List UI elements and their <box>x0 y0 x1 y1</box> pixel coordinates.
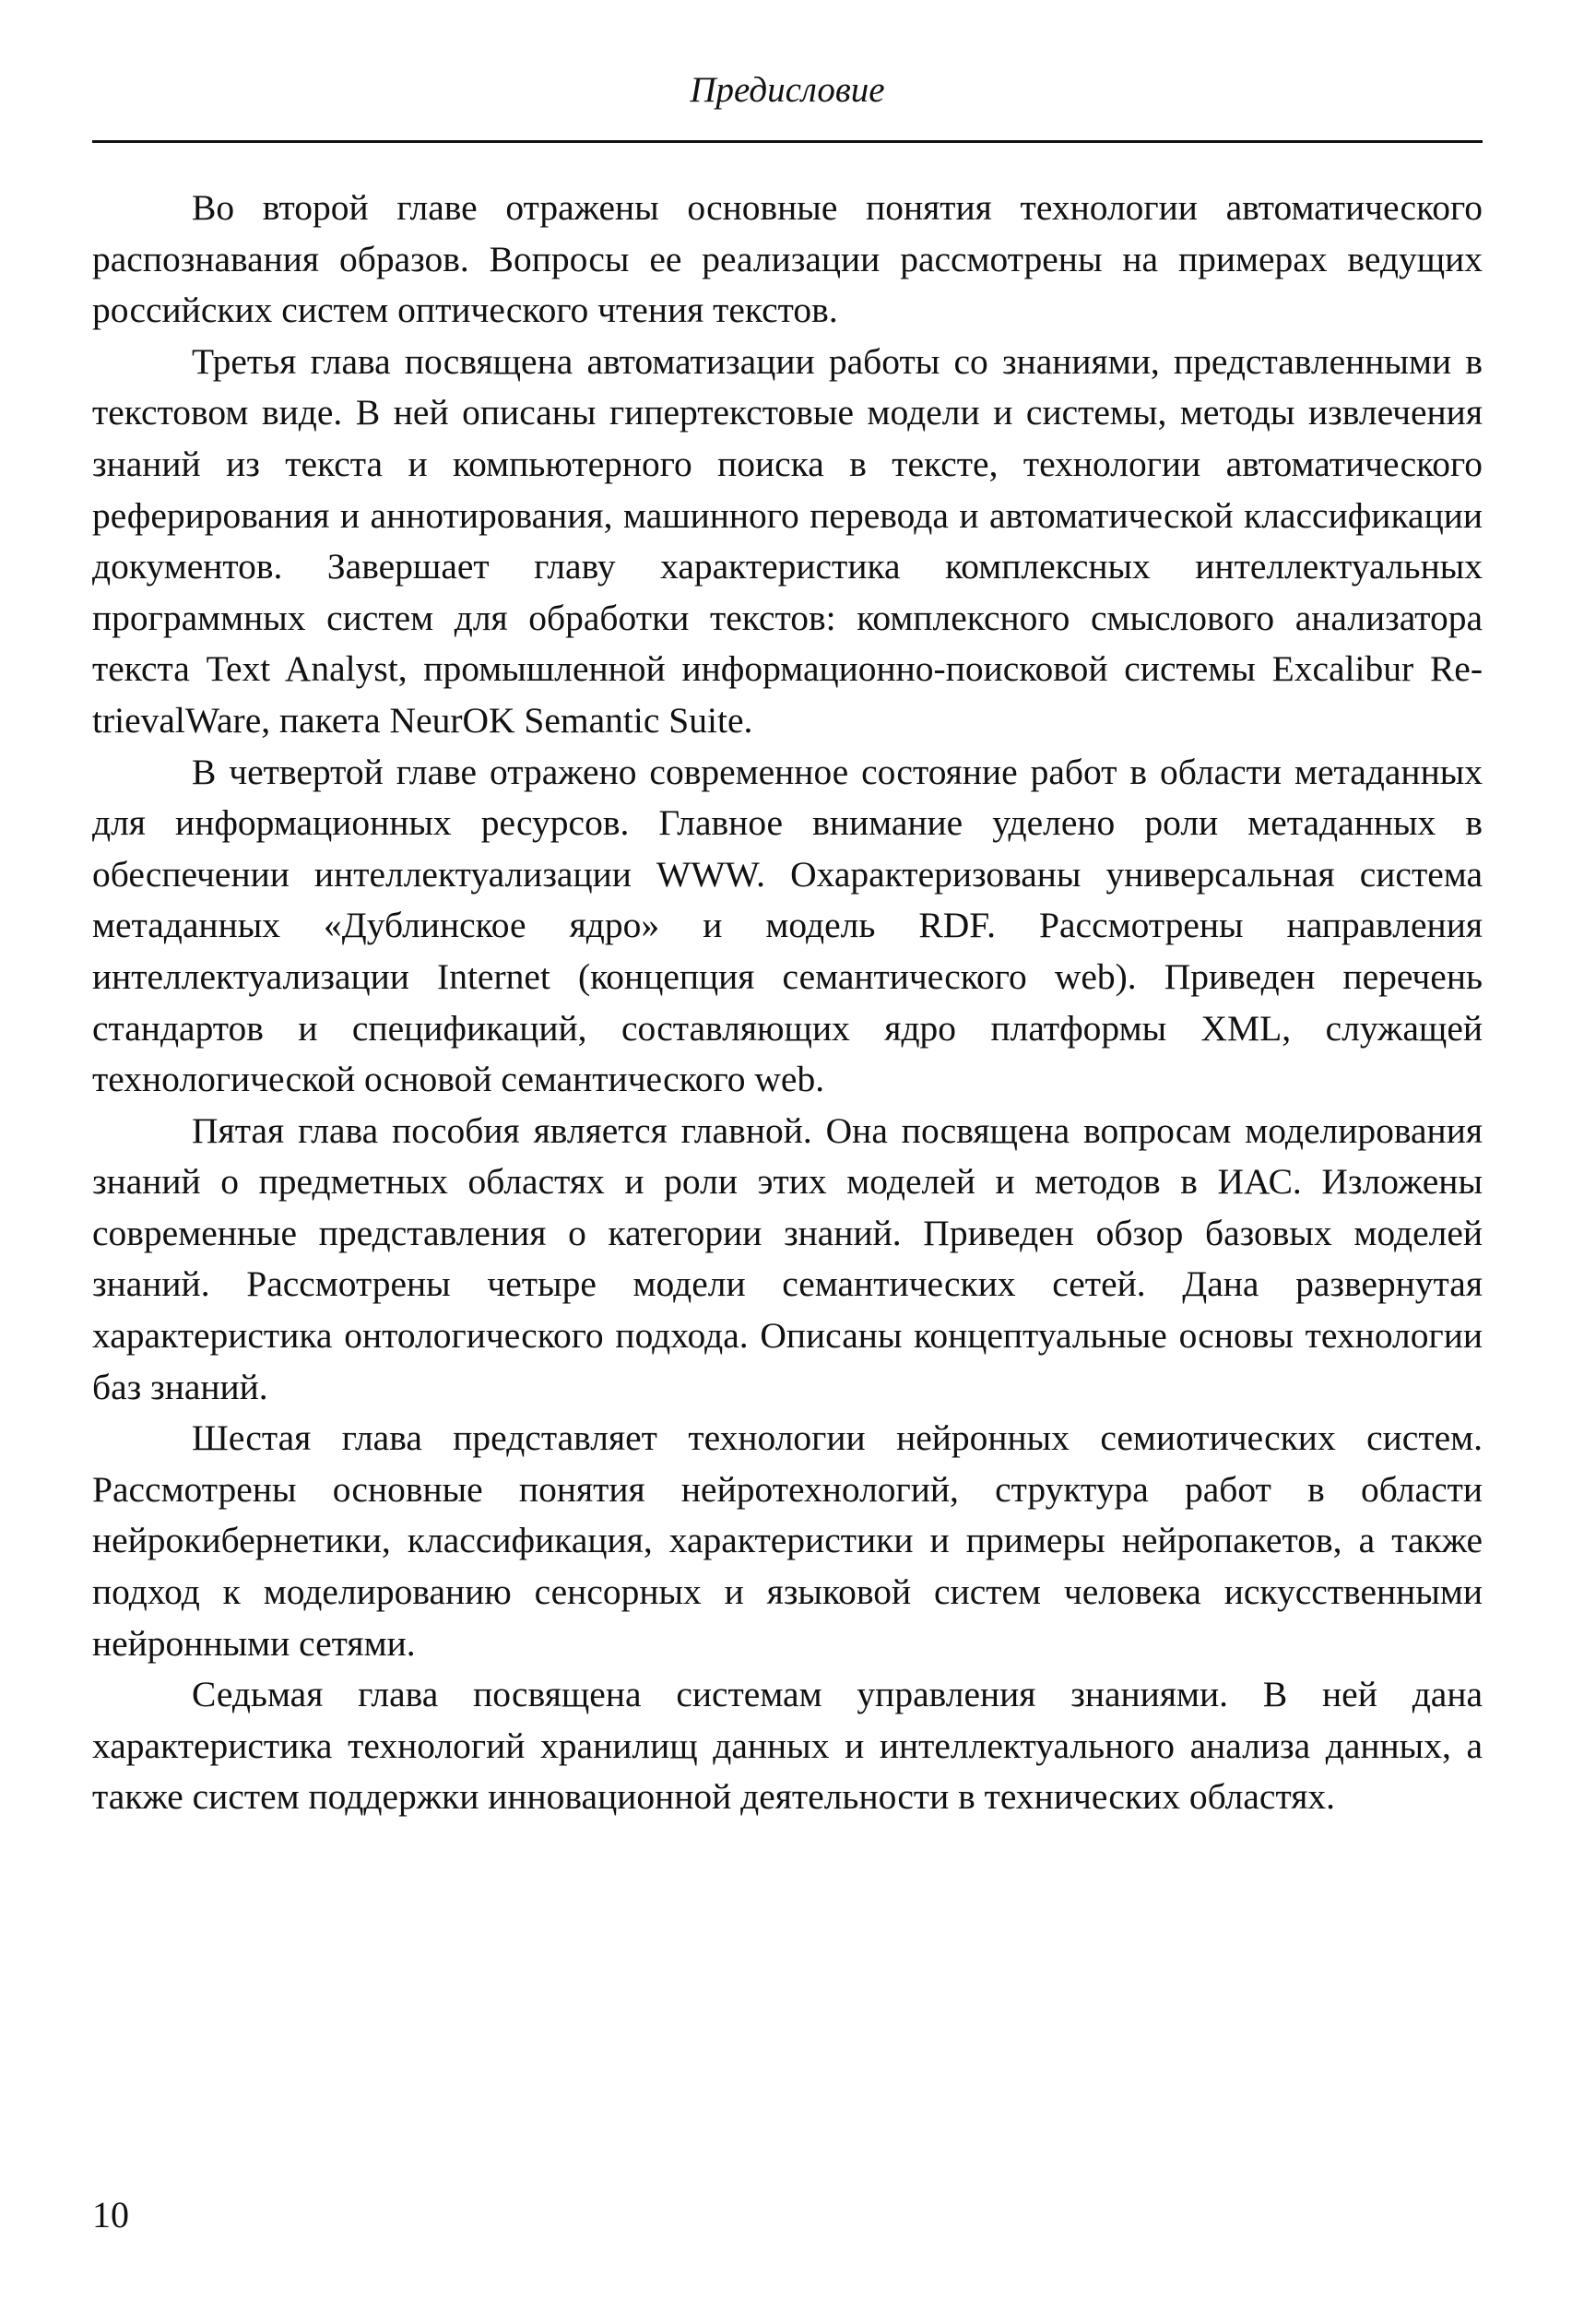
header-rule <box>92 140 1483 143</box>
paragraph-chapter-3: Третья глава посвящена автоматизации работы со знаниями, представленными в текстовом виде. В ней описаны гипертекстовые модели и системы, методы извлечения знаний из текста и компьютерного поиска в тексте, технологии автоматического реферирования и аннотирования, машинного перевода и автоматической классификации документов. Завершает главу характеристика комплексных интеллектуальных программных систем для обработки текстов: комплексного смыслового анализатора текста Text Analyst, промышленной информационно-поисковой системы Excalibur RetrievalWare, пакета NeurOK Semantic Suite. <box>92 340 1483 741</box>
paragraph-chapter-6: Шестая глава представляет технологии нейронных семиотических систем. Рассмотрены основные понятия нейротехнологий, структура работ в области нейрокибернетики, классификация, характеристики и примеры нейропакетов, а также подход к моделированию сенсорных и языковой систем человека искусственными нейронными сетями. <box>92 1417 1483 1664</box>
paragraph-chapter-4: В четвертой главе отражено современное состояние работ в области метаданных для информационных ресурсов. Главное внимание уделено роли метаданных в обеспечении интеллектуализации WWW. Охарактеризованы универсальная система метаданных «Дублинское ядро» и модель RDF. Рассмотрены направления интеллектуализации Internet (концепция семантического web). Приведен перечень стандартов и спецификаций, составляющих ядро платформы XML, служащей технологической основой семантического web. <box>92 751 1483 1100</box>
page-number: 10 <box>92 2194 129 2235</box>
paragraph-chapter-5: Пятая глава пособия является главной. Она посвящена вопросам моделирования знаний о предметных областях и роли этих моделей и методов в ИАС. Изложены современные представления о категории знаний. Приведен обзор базовых моделей знаний. Рассмотрены четыре модели семантических сетей. Дана развернутая характеристика онтологического подхода. Описаны концептуальные основы технологии баз знаний. <box>92 1109 1483 1407</box>
body-text <box>92 183 1483 1823</box>
paragraph-chapter-7: Седьмая глава посвящена системам управления знаниями. В ней дана характеристика технологий хранилищ данных и интеллектуального анализа данных, а также систем поддержки инновационной деятельности в технических областях. <box>92 1674 1483 1818</box>
running-head-title: Предисловие <box>690 70 885 110</box>
paragraph-chapter-2: Во второй главе отражены основные понятия технологии автоматического распознавания образов. Вопросы ее реализации рассмотрены на примерах ведущих российских систем оптического чтения текстов. <box>92 187 1483 331</box>
